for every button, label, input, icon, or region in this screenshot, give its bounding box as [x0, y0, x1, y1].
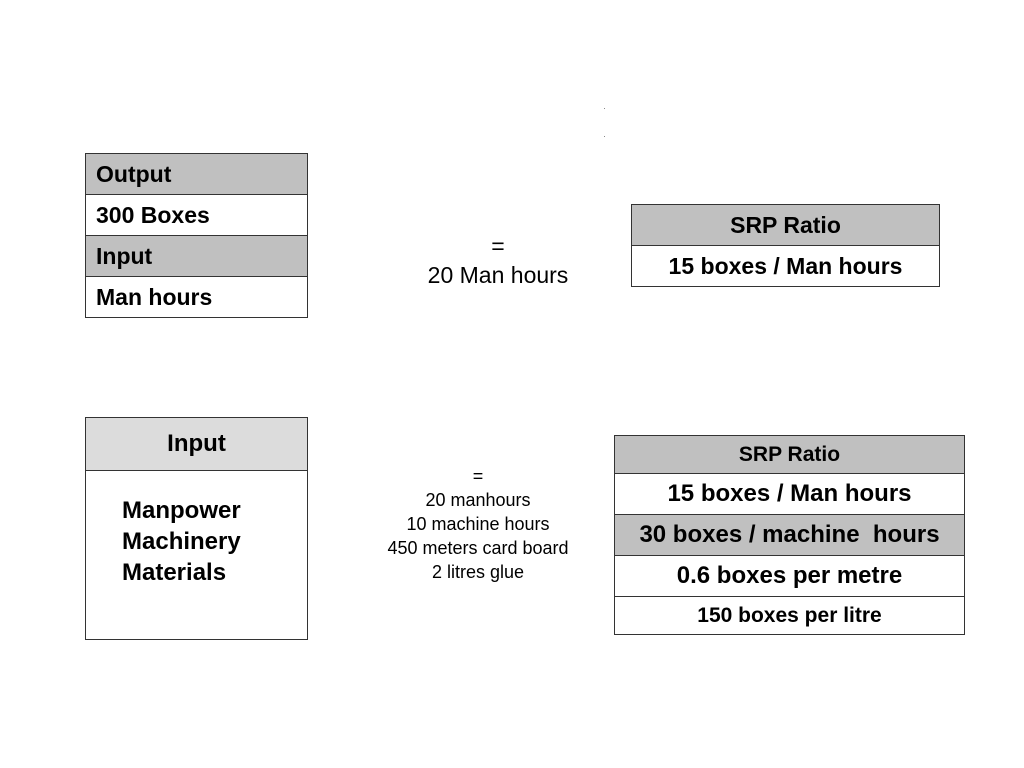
inputs-box-header: Input: [86, 418, 307, 471]
srp-ratio-header: SRP Ratio: [615, 436, 965, 474]
list-item: Machinery: [122, 528, 241, 555]
inputs-list: [86, 471, 307, 588]
speck-dot: [604, 108, 605, 109]
output-value: 300 Boxes: [86, 195, 308, 236]
input-label: Input: [86, 236, 308, 277]
output-input-table: [85, 153, 308, 318]
quantity-line: 20 manhours: [425, 490, 531, 510]
srp-ratio-header: SRP Ratio: [632, 205, 940, 246]
equals-sign: =: [491, 233, 505, 259]
top-equation: [398, 232, 598, 290]
speck-dot: [604, 136, 605, 137]
man-hours-value: 20 Man hours: [427, 262, 569, 288]
ratio-row: 150 boxes per litre: [615, 597, 965, 635]
srp-ratio-table-top: [631, 204, 940, 287]
quantity-line: 450 meters card board: [387, 538, 569, 558]
input-value: Man hours: [86, 277, 308, 318]
ratio-row: 15 boxes / Man hours: [615, 474, 965, 515]
bottom-equation: [362, 464, 594, 584]
srp-ratio-table-bottom: [614, 435, 965, 635]
quantity-line: 2 litres glue: [431, 562, 525, 582]
ratio-row: 0.6 boxes per metre: [615, 556, 965, 597]
quantity-line: 10 machine hours: [406, 514, 550, 534]
list-item: Manpower: [122, 497, 241, 524]
ratio-row: 30 boxes / machine hours: [615, 515, 965, 556]
equals-sign: =: [472, 466, 484, 486]
srp-ratio-value: 15 boxes / Man hours: [632, 246, 940, 287]
output-label: Output: [86, 154, 308, 195]
list-item: Materials: [122, 559, 227, 586]
inputs-box: [85, 417, 308, 640]
